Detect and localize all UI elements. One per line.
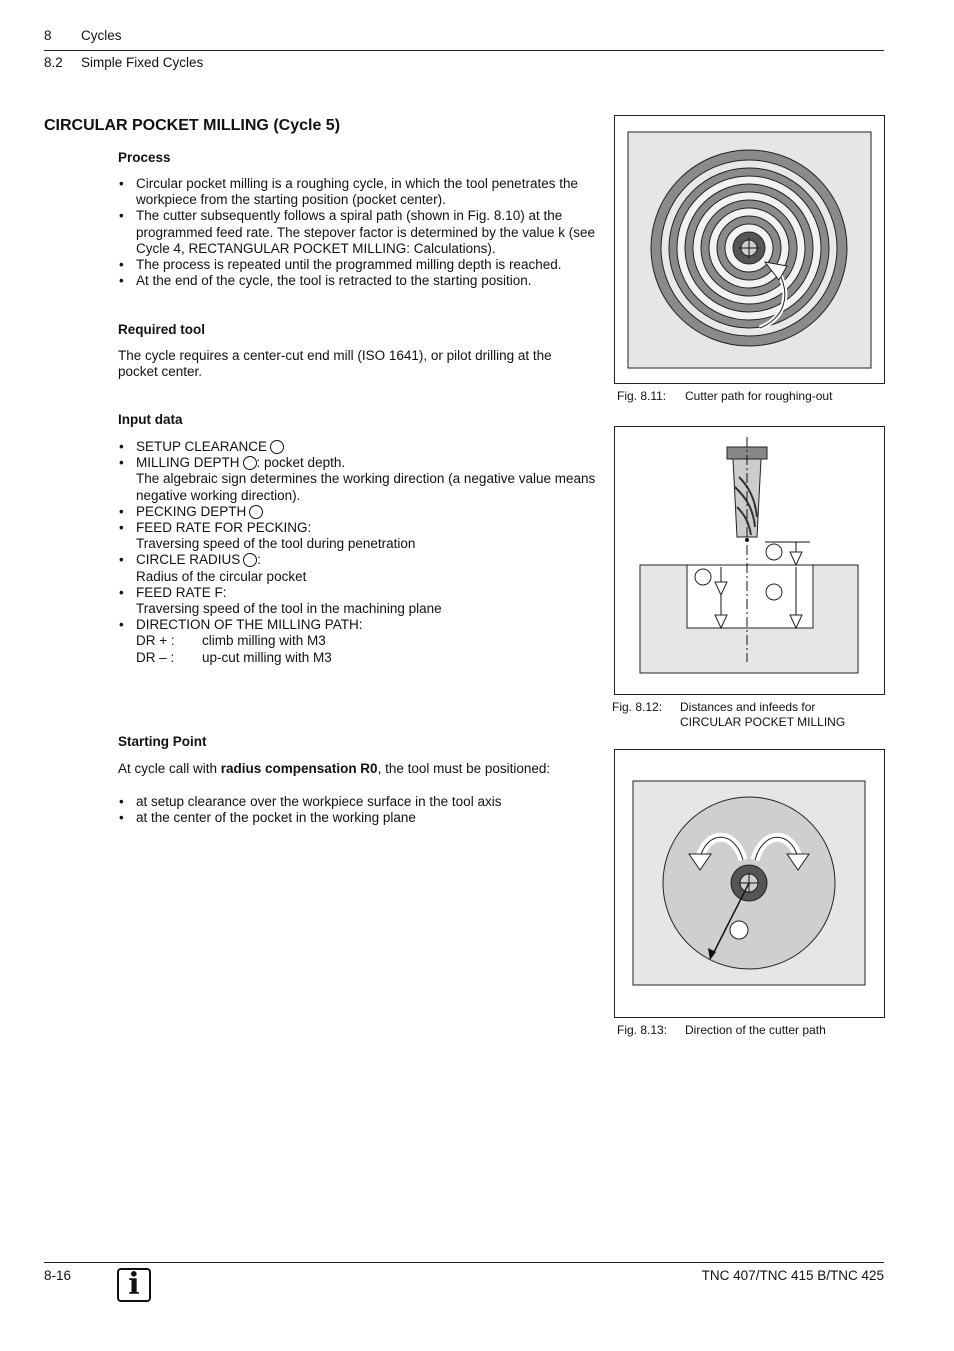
footer-rule bbox=[44, 1262, 884, 1263]
pecking-depth-label: PECKING DEPTH bbox=[136, 503, 247, 519]
chapter-title: Cycles bbox=[81, 28, 122, 43]
direction-label: DIRECTION OF THE MILLING PATH: bbox=[136, 617, 363, 633]
feed-pecking-note: Traversing speed of the tool during penetration bbox=[136, 536, 416, 552]
list-item bbox=[118, 520, 600, 552]
list-item: • The process is repeated until the programmed milling depth is reached. bbox=[118, 257, 600, 273]
required-tool-text: The cycle requires a center-cut end mill (ISO 1641), or pilot drilling at the pocket center. bbox=[118, 348, 552, 380]
intro-bold: radius compensation R0 bbox=[220, 761, 378, 776]
circle-radius-note: Radius of the circular pocket bbox=[136, 568, 307, 584]
chapter-number: 8 bbox=[44, 28, 52, 43]
section-title: Simple Fixed Cycles bbox=[81, 55, 204, 70]
required-tool-heading: Required tool bbox=[118, 322, 205, 337]
dr-plus-text: climb milling with M3 bbox=[202, 633, 326, 649]
list-item bbox=[118, 455, 600, 504]
list-item: • At the end of the cycle, the tool is retracted to the starting position. bbox=[118, 273, 600, 289]
figure-direction bbox=[614, 749, 885, 1018]
list-item bbox=[118, 617, 600, 666]
dr-minus-label: DR – : bbox=[136, 649, 175, 665]
header-rule bbox=[44, 50, 884, 51]
figure-caption-text: Distances and infeeds for bbox=[680, 700, 816, 714]
figure-caption-text: Cutter path for roughing-out bbox=[685, 389, 833, 403]
list-item: • The cutter subsequently follows a spiral path (shown in Fig. 8.10) at the programmed feed rate. The stepover factor is determined by the value k (see Cycle 4, RECTANGULAR POCKET MILLING: Calculations). bbox=[118, 208, 600, 257]
feed-pecking-label: FEED RATE FOR PECKING: bbox=[136, 520, 312, 536]
starting-point-heading: Starting Point bbox=[118, 734, 207, 749]
figure-caption-text-2: CIRCULAR POCKET MILLING bbox=[680, 715, 846, 729]
list-item bbox=[118, 504, 600, 520]
figure-number: Fig. 8.12: bbox=[612, 700, 663, 714]
product-name: TNC 407/TNC 415 B/TNC 425 bbox=[701, 1268, 884, 1283]
header-chapter bbox=[44, 28, 52, 44]
figure-cutter-path bbox=[614, 115, 885, 384]
figure-distances-infeeds bbox=[614, 426, 885, 695]
setup-clearance-label: SETUP CLEARANCE bbox=[136, 439, 268, 454]
circle-marker-icon bbox=[243, 456, 257, 470]
list-item bbox=[118, 439, 600, 455]
feed-f-note: Traversing speed of the tool in the machining plane bbox=[136, 601, 442, 617]
feed-f-label: FEED RATE F: bbox=[136, 584, 227, 600]
intro-post: , the tool must be positioned: bbox=[377, 761, 551, 776]
milling-depth-note: The algebraic sign determines the working direction (a negative value means negative working direction). bbox=[136, 471, 596, 503]
page-title: CIRCULAR POCKET MILLING (Cycle 5) bbox=[44, 117, 341, 134]
figure-caption-8-11 bbox=[617, 389, 832, 404]
input-data-list bbox=[118, 439, 600, 666]
list-item bbox=[118, 552, 600, 584]
figure-number: Fig. 8.13: bbox=[617, 1023, 668, 1037]
intro-pre: At cycle call with bbox=[118, 761, 221, 776]
figure-caption-text: Direction of the cutter path bbox=[685, 1023, 826, 1037]
direction-illustration bbox=[615, 750, 884, 1017]
page-number: 8-16 bbox=[44, 1268, 72, 1283]
list-item bbox=[118, 585, 600, 617]
circle-marker-icon bbox=[243, 553, 257, 567]
circle-radius-suffix: : bbox=[257, 552, 262, 568]
milling-depth-suffix: : pocket depth. bbox=[256, 455, 346, 471]
starting-point-intro bbox=[118, 761, 608, 777]
infeed-illustration bbox=[615, 427, 884, 694]
figure-caption-8-13 bbox=[617, 1023, 826, 1038]
section-number: 8.2 bbox=[44, 55, 63, 70]
dr-plus-label: DR + : bbox=[136, 633, 175, 649]
dr-minus-text: up-cut milling with M3 bbox=[202, 649, 332, 665]
input-data-heading: Input data bbox=[118, 412, 183, 427]
circle-marker-icon bbox=[249, 505, 263, 519]
spiral-path-illustration bbox=[615, 116, 884, 383]
circle-marker-icon bbox=[270, 440, 284, 454]
figure-number: Fig. 8.11: bbox=[617, 389, 667, 403]
figure-caption-8-12 bbox=[612, 700, 845, 730]
circle-radius-label: CIRCLE RADIUS bbox=[136, 552, 241, 568]
info-icon: i bbox=[117, 1268, 151, 1302]
list-item: • Circular pocket milling is a roughing cycle, in which the tool penetrates the workpiece from the starting position (pocket center). bbox=[118, 176, 600, 208]
starting-point-list bbox=[118, 794, 600, 826]
list-item: • at the center of the pocket in the working plane bbox=[118, 810, 600, 826]
milling-depth-label: MILLING DEPTH bbox=[136, 455, 240, 471]
list-item: • at setup clearance over the workpiece surface in the tool axis bbox=[118, 794, 600, 810]
process-heading: Process bbox=[118, 150, 171, 165]
process-list bbox=[118, 176, 600, 289]
